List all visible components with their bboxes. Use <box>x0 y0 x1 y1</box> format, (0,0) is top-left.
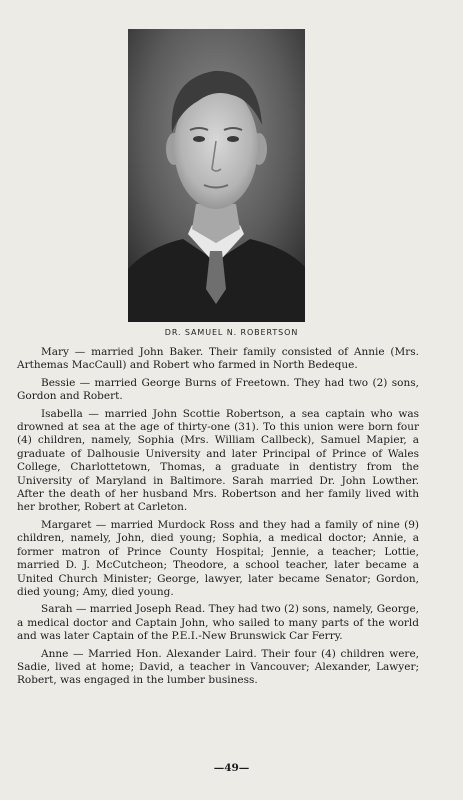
portrait-photo <box>128 29 305 322</box>
photo-caption: DR. SAMUEL N. ROBERTSON <box>164 328 299 337</box>
paragraph-isabella: Isabella — married John Scottie Robertson, a sea captain who was drowned at sea at the age of thirty-one (31). To this union were born four (4) children, namely, Sophia (Mrs. William Callbeck), Samuel Mapier, a graduate of Dalhousie University and later Principal of Prince of Wales College, Charlottetown, Thomas, a graduate in dentistry from the University of Maryland in Baltimore. Sarah married Dr. John Lowther. After the death of her husband Mrs. Robertson and her family lived with her brother, Robert at Carleton. <box>17 407 419 514</box>
body-text <box>17 346 419 692</box>
paragraph-mary: Mary — married John Baker. Their family consisted of Annie (Mrs. Arthemas MacCaull) and Robert who farmed in North Bedeque. <box>17 346 419 372</box>
paragraph-sarah: Sarah — married Joseph Read. They had two (2) sons, namely, George, a medical doctor and Captain John, who sailed to many parts of the world and was later Captain of the P.E.I.-New Brunswick Car Ferry. <box>17 603 419 643</box>
page-number: —49— <box>213 762 250 774</box>
paragraph-anne: Anne — Married Hon. Alexander Laird. Their four (4) children were, Sadie, lived at home; David, a teacher in Vancouver; Alexander, Lawyer; Robert, was engaged in the lumber business. <box>17 647 419 687</box>
paragraph-margaret: Margaret — married Murdock Ross and they had a family of nine (9) children, namely, John, died young; Sophia, a medical doctor; Annie, a former matron of Prince County Hospital; Jennie, a teacher; Lottie, married D. J. McCutcheon; Theodore, a school teacher, later became a United Church Minister; George, lawyer, later became Senator; Gordon, died young; Amy, died young. <box>17 518 419 598</box>
paragraph-bessie: Bessie — married George Burns of Freetown. They had two (2) sons, Gordon and Robert. <box>17 376 419 403</box>
